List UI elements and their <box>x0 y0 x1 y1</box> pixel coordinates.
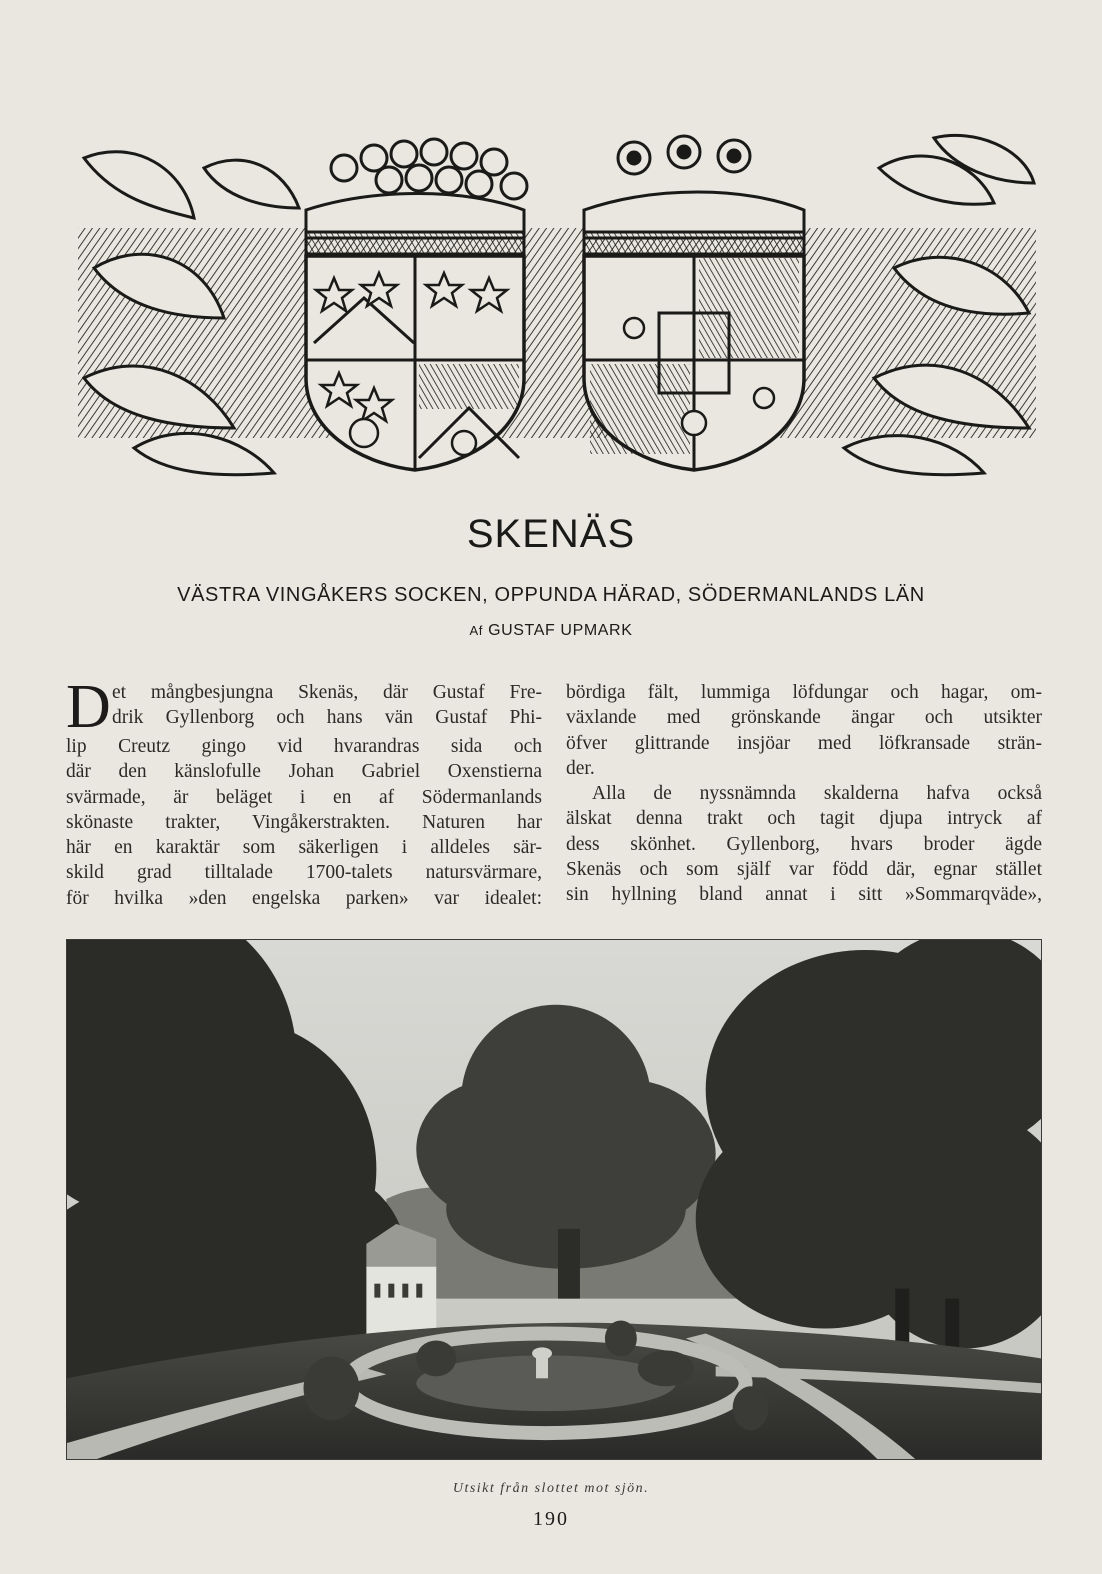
text-line: älskat denna trakt och tagit djupa intryck af <box>566 808 1042 830</box>
text-line: drik Gyllenborg och hans vän Gustaf Phi- <box>112 707 542 729</box>
article-subtitle: VÄSTRA VINGÅKERS SOCKEN, OPPUNDA HÄRAD, SÖDERMANLANDS LÄN <box>177 584 925 606</box>
drop-cap: D <box>66 673 111 741</box>
text-line: bördiga fält, lummiga löfdungar och hagar, om- <box>566 682 1042 703</box>
text-line: skild grad tilltalade 1700-talets natursvärmare, <box>66 862 542 884</box>
text-line: här en karaktär som säkerligen i alldeles sär- <box>66 837 542 859</box>
heraldic-banner <box>74 128 1040 480</box>
text-line: lip Creutz gingo vid hvarandras sida och <box>66 736 542 757</box>
coat-of-arms-illustration <box>74 128 1040 480</box>
article-title: SKENÄS <box>466 512 636 556</box>
text-line: växlande med grönskande ängar och utsikter <box>566 707 1042 729</box>
text-column-right <box>566 680 1042 908</box>
text-column-left <box>66 673 542 911</box>
text-line: för hvilka »den engelska parken» var idealet: <box>66 887 542 909</box>
article-byline <box>0 622 1102 640</box>
text-line: Skenäs och som själf var född där, egnar stället <box>566 859 1042 881</box>
text-line: et mångbesjungna Skenäs, där Gustaf Fre- <box>112 682 542 703</box>
page-number: 190 <box>533 1508 569 1530</box>
text-line: öfver glittrande insjöar med löfkransade strän- <box>566 732 1042 754</box>
text-line: sin hyllning bland annat i sitt »Sommarqväde», <box>566 884 1042 906</box>
text-line: svärmade, är beläget i en af Södermanlands <box>66 786 542 808</box>
text-line: skönaste trakter, Vingåkerstrakten. Naturen har <box>66 811 542 833</box>
text-line: där den känslofulle Johan Gabriel Oxenstierna <box>66 761 542 783</box>
text-line: dess skönhet. Gyllenborg, hvars broder ägde <box>566 833 1042 855</box>
garden-photograph <box>66 939 1042 1460</box>
text-line: Alla de nyssnämnda skalderna hafva också <box>592 783 1042 805</box>
text-line: der. <box>566 757 595 779</box>
byline-prefix: Af <box>469 623 484 638</box>
photo-illustration <box>67 940 1041 1459</box>
photo-caption: Utsikt från slottet mot sjön. <box>452 1481 650 1496</box>
byline-author: GUSTAF UPMARK <box>488 622 633 639</box>
